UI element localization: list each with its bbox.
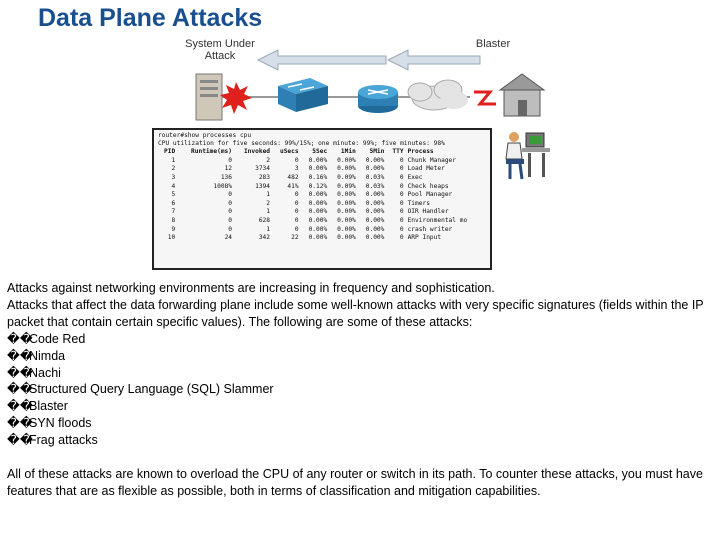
- column-header: Process: [407, 148, 434, 156]
- list-item: [7, 331, 713, 348]
- explosion-icon: [220, 82, 252, 114]
- table-cell: 0: [399, 173, 404, 181]
- list-item: [7, 398, 713, 415]
- bullet-glyph: ��: [7, 382, 33, 397]
- table-cell: 24: [224, 234, 233, 242]
- table-cell: 0: [399, 216, 404, 224]
- bullet-glyph: ��: [7, 399, 33, 414]
- table-cell: 3734: [255, 165, 271, 173]
- table-cell: 2: [171, 165, 176, 173]
- table-cell: 0: [399, 165, 404, 173]
- table-cell: 0.00%: [337, 191, 356, 199]
- table-row: [158, 217, 486, 226]
- column-header: TTY: [392, 148, 404, 156]
- table-cell: 0.16%: [308, 173, 328, 181]
- table-cell: 0: [228, 191, 233, 199]
- blaster-label: Blaster: [475, 38, 511, 50]
- column-header: 5Min: [369, 148, 385, 156]
- table-cell: 9: [171, 225, 176, 233]
- table-row: [158, 157, 486, 166]
- table-cell: 0.00%: [337, 165, 356, 173]
- table-cell: 7: [171, 208, 176, 216]
- attack-list: [7, 331, 713, 449]
- table-cell: 6: [171, 199, 176, 207]
- table-cell: 0.00%: [308, 208, 328, 216]
- table-cell: 0: [294, 208, 299, 216]
- bullet-glyph: ��: [7, 348, 33, 363]
- switch-icon: [278, 78, 328, 112]
- table-cell: 0: [399, 225, 404, 233]
- table-cell: 0.00%: [337, 225, 356, 233]
- table-cell: 22: [291, 234, 299, 242]
- table-cell: 0.00%: [365, 216, 385, 224]
- table-row: [158, 183, 486, 192]
- table-cell: 1: [266, 225, 271, 233]
- table-cell: 0.00%: [308, 199, 328, 207]
- table-cell: 0: [399, 156, 404, 164]
- table-cell: 342: [258, 234, 271, 242]
- table-cell: 0.00%: [365, 208, 385, 216]
- table-cell: 283: [258, 173, 271, 181]
- list-item: [7, 432, 713, 449]
- table-cell: 3: [294, 165, 299, 173]
- cpu-process-console: [152, 128, 492, 270]
- column-header: Invoked: [243, 148, 271, 156]
- attacks-paragraph: Attacks that affect the data forwarding plane include some well-known attacks with very specific signatures (fields within the IP packet that contain certain specific values). The following are some of these attacks:: [7, 297, 704, 329]
- table-row: [158, 208, 486, 217]
- table-cell: ARP Input: [407, 234, 442, 242]
- slide-body: [7, 280, 713, 500]
- table-cell: 8: [171, 216, 176, 224]
- list-item-label: Nimda: [29, 348, 66, 363]
- table-cell: 0: [399, 199, 404, 207]
- table-cell: Check heaps: [407, 182, 449, 190]
- table-cell: Timers: [407, 199, 430, 207]
- list-item: [7, 381, 713, 398]
- table-cell: 41%: [287, 182, 299, 190]
- slide-title: Data Plane Attacks: [38, 4, 263, 32]
- user-workstation-icon: [498, 125, 558, 185]
- list-item-label: SYN floods: [29, 416, 92, 431]
- table-row: [158, 165, 486, 174]
- table-cell: 0: [399, 191, 404, 199]
- table-row: [158, 174, 486, 183]
- table-cell: 1008%: [213, 182, 233, 190]
- table-cell: 0.09%: [337, 173, 356, 181]
- table-cell: 0.00%: [365, 191, 385, 199]
- list-item-label: Nachi: [29, 365, 61, 380]
- table-cell: 2: [266, 199, 271, 207]
- network-diagram: [150, 32, 550, 132]
- table-cell: 0.00%: [365, 199, 385, 207]
- table-cell: 136: [220, 173, 233, 181]
- table-row: [158, 191, 486, 200]
- table-cell: Pool Manager: [407, 191, 453, 199]
- table-cell: 0.00%: [337, 156, 356, 164]
- table-cell: 0: [294, 156, 299, 164]
- table-cell: 0.00%: [337, 216, 356, 224]
- table-cell: 0.00%: [337, 234, 356, 242]
- table-cell: 628: [258, 216, 271, 224]
- bullet-glyph: ��: [7, 365, 33, 380]
- table-cell: 0: [294, 191, 299, 199]
- column-header: PID: [164, 148, 176, 156]
- column-header: 5Sec: [312, 148, 328, 156]
- table-cell: 4: [171, 182, 176, 190]
- intro-paragraph: Attacks against networking environments are increasing in frequency and sophistication.: [7, 281, 495, 295]
- table-cell: 0.00%: [308, 216, 328, 224]
- table-cell: 0: [294, 225, 299, 233]
- table-cell: 0: [228, 225, 233, 233]
- table-cell: 0.03%: [365, 173, 385, 181]
- lightning-icon: [474, 92, 496, 104]
- column-header: Runtime(ms): [191, 148, 233, 156]
- table-cell: 0: [228, 156, 233, 164]
- router-icon: [358, 85, 398, 113]
- table-cell: 0.00%: [308, 191, 328, 199]
- system-under-attack-label: System Under Attack: [185, 38, 255, 62]
- table-cell: 1394: [255, 182, 271, 190]
- list-item-label: Frag attacks: [29, 433, 98, 448]
- list-item: [7, 365, 713, 382]
- table-cell: crash writer: [407, 225, 453, 233]
- table-cell: 0: [294, 199, 299, 207]
- table-cell: Load Meter: [407, 165, 445, 173]
- table-cell: 0.00%: [308, 156, 328, 164]
- table-cell: 1: [171, 156, 176, 164]
- table-cell: 0.09%: [337, 182, 356, 190]
- table-cell: 1: [266, 208, 271, 216]
- table-cell: OIR Handler: [407, 208, 449, 216]
- bullet-glyph: ��: [7, 331, 33, 346]
- table-cell: 5: [171, 191, 176, 199]
- table-cell: 3: [171, 173, 176, 181]
- process-table: [158, 148, 486, 243]
- table-cell: 0.00%: [365, 156, 385, 164]
- table-cell: Chunk Manager: [407, 156, 457, 164]
- table-cell: 0: [228, 199, 233, 207]
- bullet-glyph: ��: [7, 416, 33, 431]
- attack-arrow-left-icon: [258, 50, 386, 70]
- table-row: [158, 200, 486, 209]
- column-header: uSecs: [279, 148, 299, 156]
- column-header: 1Min: [340, 148, 356, 156]
- list-item-label: Blaster: [29, 399, 68, 414]
- console-command: router#show processes cpu: [158, 132, 252, 139]
- table-cell: 0.00%: [365, 234, 385, 242]
- list-item: [7, 415, 713, 432]
- table-cell: Exec: [407, 173, 423, 181]
- cloud-icon: [408, 80, 468, 110]
- conclusion-paragraph: All of these attacks are known to overload the CPU of any router or switch in its path. To counter these attacks, you must have features that are as flexible as possible, both in terms of classification and mitigation capabilities.: [7, 467, 703, 498]
- bullet-glyph: ��: [7, 433, 33, 448]
- table-cell: 0: [399, 208, 404, 216]
- attack-arrow-right-icon: [388, 50, 480, 70]
- console-cpu-summary: CPU utilization for five seconds: 99%/15%; one minute: 99%; five minutes: 98%: [158, 139, 445, 147]
- list-item-label: Structured Query Language (SQL) Slammer: [29, 382, 274, 397]
- table-cell: 0.00%: [365, 225, 385, 233]
- server-icon: [196, 74, 222, 120]
- table-cell: 2: [266, 156, 271, 164]
- table-cell: 0.00%: [308, 225, 328, 233]
- table-row: [158, 234, 486, 243]
- table-cell: 0: [399, 182, 404, 190]
- table-cell: 0: [228, 216, 233, 224]
- table-cell: 0.03%: [365, 182, 385, 190]
- table-cell: 0.00%: [308, 234, 328, 242]
- table-row: [158, 226, 486, 235]
- table-cell: 1: [266, 191, 271, 199]
- table-cell: 10: [167, 234, 176, 242]
- process-table-header: [158, 148, 486, 157]
- list-item: [7, 348, 713, 365]
- table-cell: 0: [294, 216, 299, 224]
- table-cell: 0.00%: [365, 165, 385, 173]
- table-cell: 12: [224, 165, 233, 173]
- table-cell: 0.00%: [308, 165, 328, 173]
- table-cell: 482: [287, 173, 299, 181]
- table-cell: 0: [399, 234, 404, 242]
- list-item-label: Code Red: [29, 331, 86, 346]
- table-cell: 0.00%: [337, 208, 356, 216]
- table-cell: 0.12%: [308, 182, 328, 190]
- house-icon: [500, 74, 544, 116]
- table-cell: Environmental mo: [407, 216, 468, 224]
- table-cell: 0: [228, 208, 233, 216]
- table-cell: 0.00%: [337, 199, 356, 207]
